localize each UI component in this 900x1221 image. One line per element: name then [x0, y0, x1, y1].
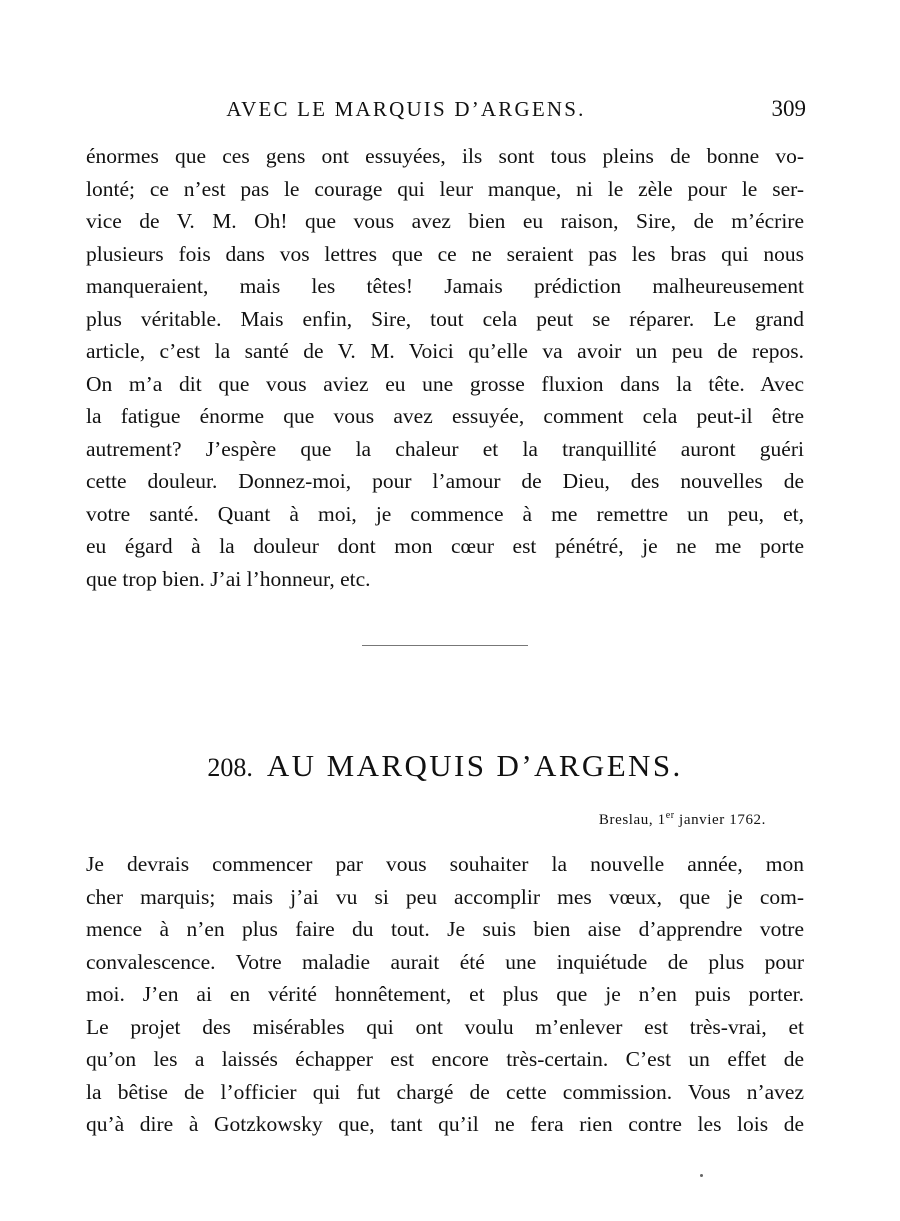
dateline-rest: janvier 1762.: [679, 812, 766, 828]
page-number: 309: [771, 96, 806, 121]
dateline-day-suffix: er: [665, 810, 675, 821]
text-line: eu égard à la douleur dont mon cœur est pénétré, je ne me porte: [86, 534, 804, 558]
text-line: cher marquis; mais j’ai vu si peu accomplir mes vœux, que je com-: [86, 884, 804, 909]
print-speck: [700, 1174, 703, 1177]
letter-text: [86, 848, 804, 1141]
previous-letter-text: [86, 140, 804, 595]
running-header: [86, 92, 806, 126]
text-line: moi. J’en ai en vérité honnêtement, et plus que je n’en puis porter.: [86, 982, 804, 1006]
text-line: qu’on les a laissés échapper est encore très-certain. C’est un effet de: [86, 1047, 804, 1071]
text-line: Le projet des misérables qui ont voulu m’enlever est très-vrai, et: [86, 1014, 804, 1039]
text-line: qu’à dire à Gotzkowsky que, tant qu’il ne fera rien contre les lois de: [86, 1112, 804, 1136]
running-title: AVEC LE MARQUIS D’ARGENS.: [226, 97, 586, 121]
text-line: plus véritable. Mais enfin, Sire, tout cela peut se réparer. Le grand: [86, 306, 804, 331]
text-line: la bêtise de l’officier qui fut chargé de cette commission. Vous n’avez: [86, 1079, 804, 1104]
letter-heading: [86, 744, 804, 794]
text-line: votre santé. Quant à moi, je commence à me remettre un peu, et,: [86, 501, 804, 526]
text-line: plusieurs fois dans vos lettres que ce ne seraient pas les bras qui nous: [86, 241, 804, 266]
text-line: article, c’est la santé de V. M. Voici qu’elle va avoir un peu de repos.: [86, 339, 804, 363]
letter-number: 208.: [207, 753, 253, 782]
text-line: autrement? J’espère que la chaleur et la tranquillité auront guéri: [86, 436, 804, 461]
text-line: la fatigue énorme que vous avez essuyée, comment cela peut-il être: [86, 404, 804, 428]
text-line: Je devrais commencer par vous souhaiter la nouvelle année, mon: [86, 852, 804, 876]
text-line: convalescence. Votre maladie aurait été une inquiétude de plus pour: [86, 949, 804, 974]
text-line: mence à n’en plus faire du tout. Je suis bien aise d’apprendre votre: [86, 917, 804, 941]
text-line: que trop bien. J’ai l’honneur, etc.: [86, 566, 371, 591]
text-line: On m’a dit que vous aviez eu une grosse fluxion dans la tête. Avec: [86, 371, 804, 396]
letter-title: AU MARQUIS D’ARGENS.: [266, 748, 683, 783]
text-line: lonté; ce n’est pas le courage qui leur manque, ni le zèle pour le ser-: [86, 176, 804, 201]
section-divider: [362, 645, 528, 646]
dateline-day: 1: [657, 812, 666, 828]
text-line: énormes que ces gens ont essuyées, ils sont tous pleins de bonne vo-: [86, 144, 804, 168]
dateline-place: Breslau,: [598, 812, 654, 828]
text-line: vice de V. M. Oh! que vous avez bien eu raison, Sire, de m’écrire: [86, 209, 804, 233]
dateline: [599, 806, 766, 830]
text-line: cette douleur. Donnez-moi, pour l’amour de Dieu, des nouvelles de: [86, 469, 804, 493]
text-line: manqueraient, mais les têtes! Jamais prédiction malheureusement: [86, 274, 804, 298]
